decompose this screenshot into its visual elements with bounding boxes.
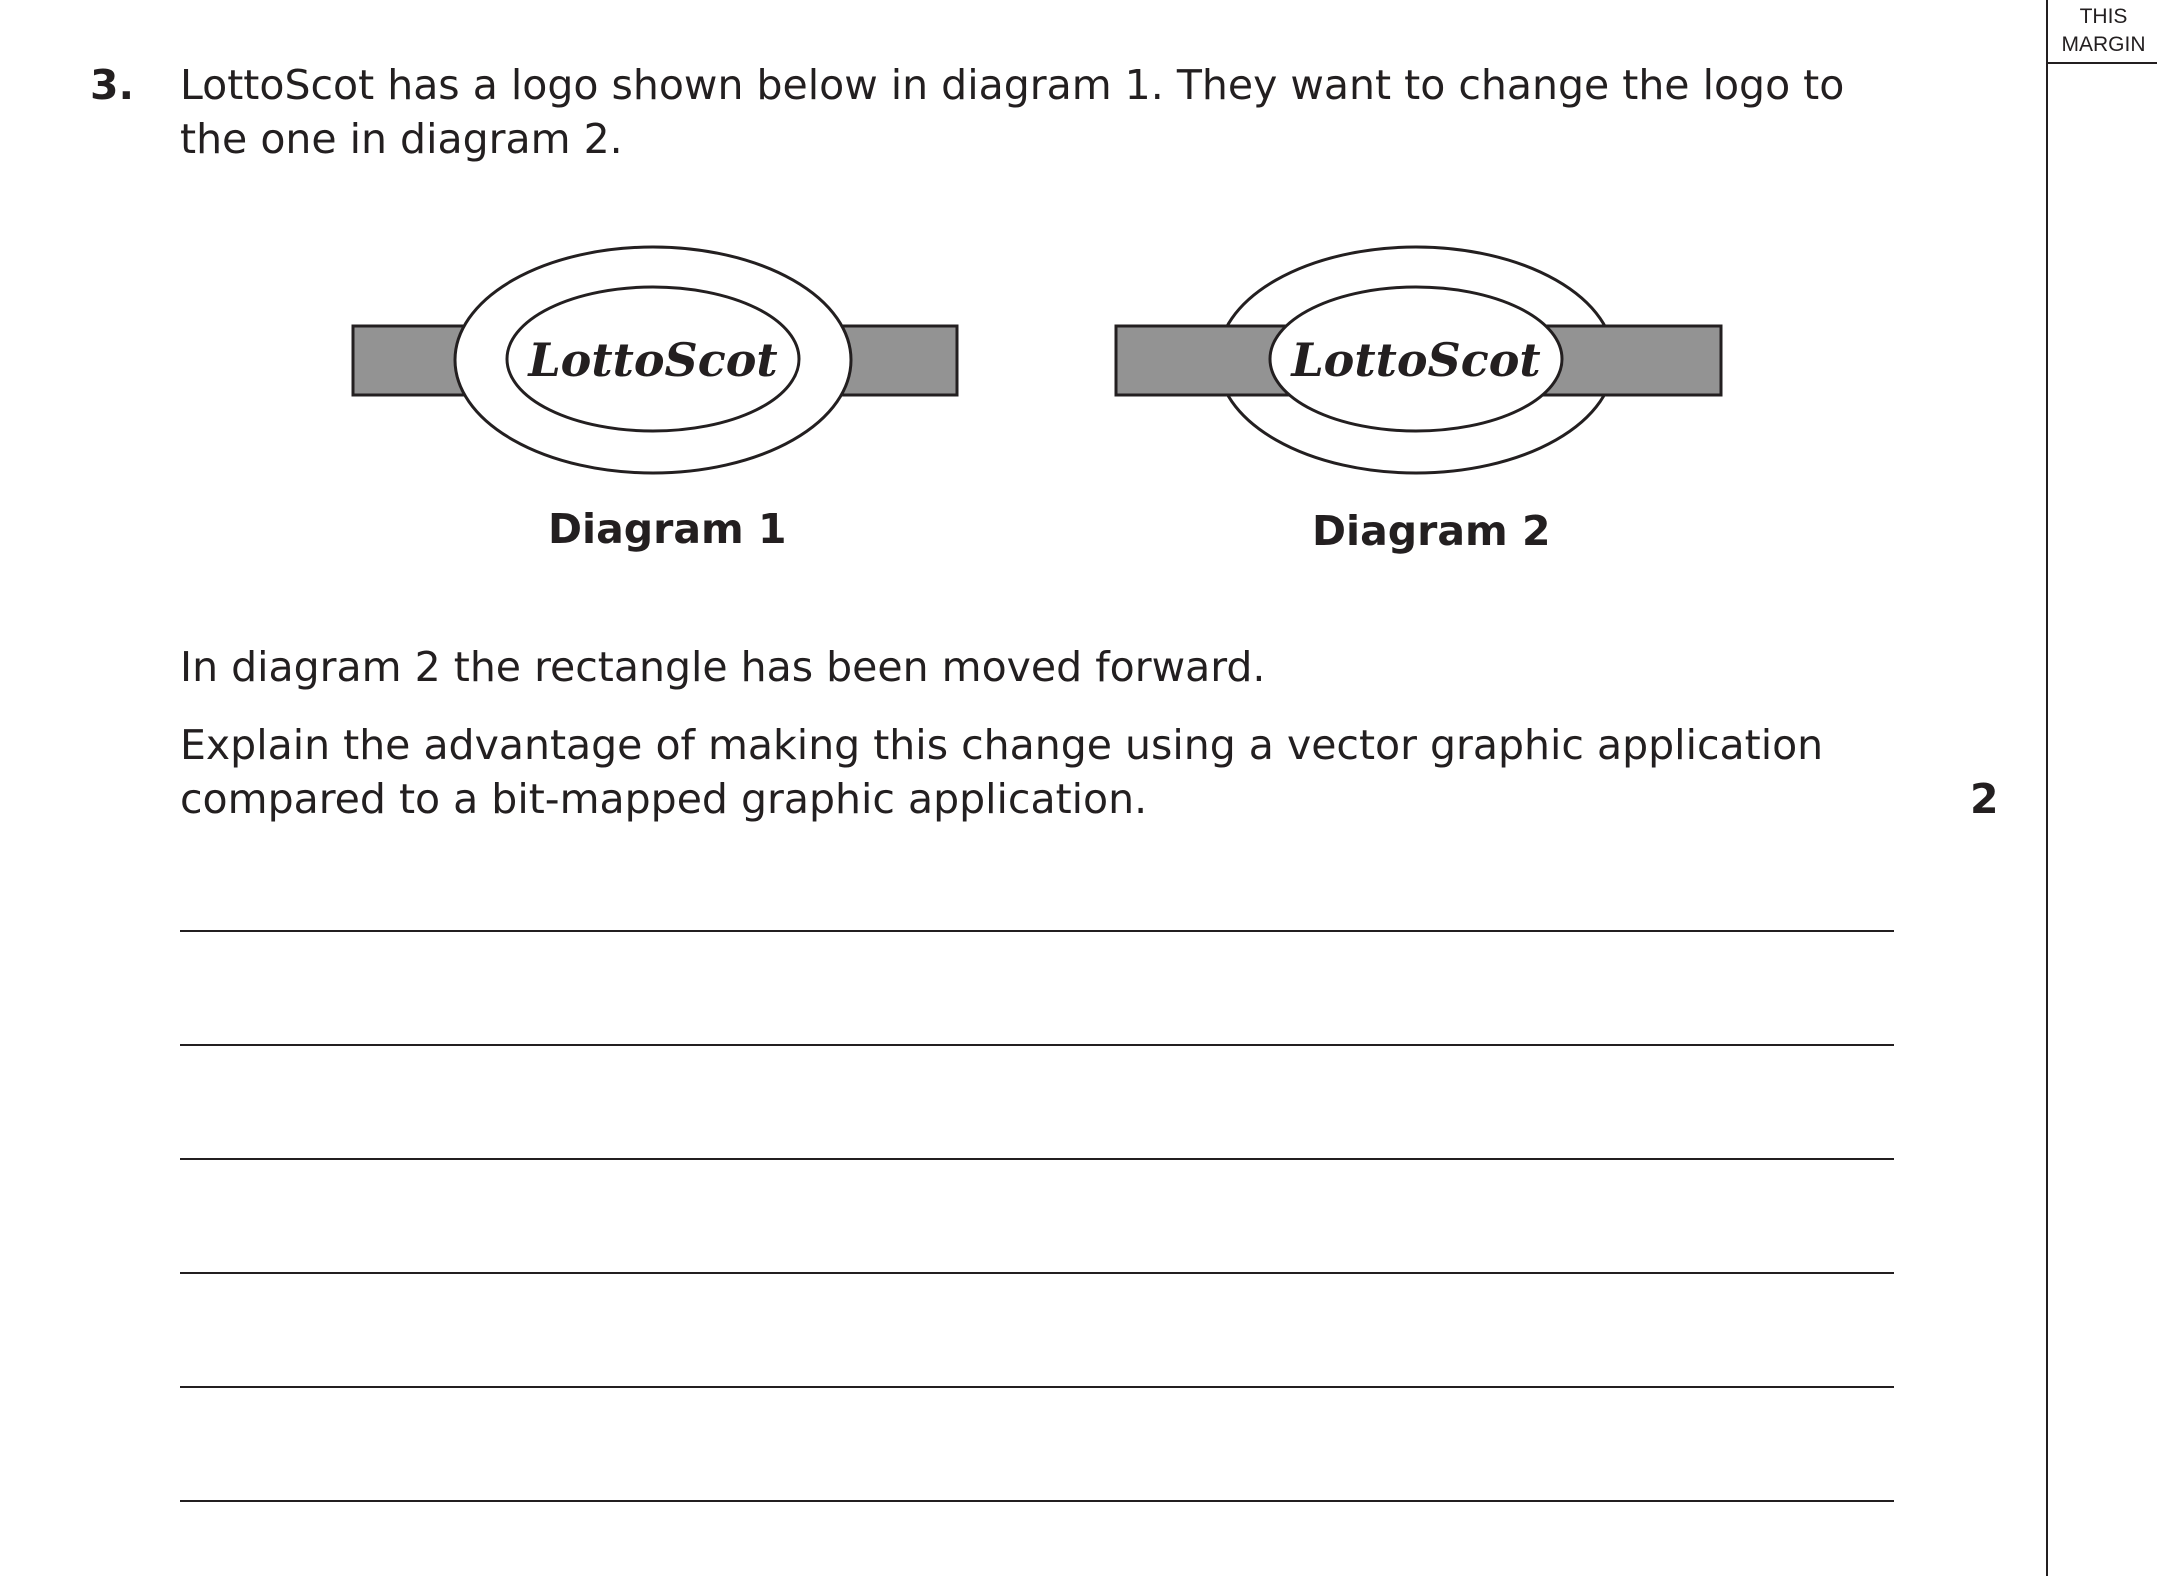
question-statement: In diagram 2 the rectangle has been moved forward. — [180, 643, 1266, 691]
marks-value: 2 — [1970, 775, 1999, 823]
answer-line[interactable] — [180, 1158, 1894, 1160]
answer-line[interactable] — [180, 1044, 1894, 1046]
logo-diagrams — [340, 238, 1760, 488]
diagram-1-logo — [353, 247, 957, 473]
answer-line[interactable] — [180, 930, 1894, 932]
answer-line[interactable] — [180, 1500, 1894, 1502]
margin-header-line2: MARGIN — [2061, 33, 2146, 56]
answer-line[interactable] — [180, 1386, 1894, 1388]
question-number: 3. — [90, 61, 135, 109]
diagram-2-caption: Diagram 2 — [1312, 507, 1551, 555]
diagram-2-logo-text: LottoScot — [1291, 333, 1541, 387]
diagram-1-caption: Diagram 1 — [548, 505, 787, 553]
margin-header-line1: THIS — [2079, 5, 2128, 28]
margin-column — [2046, 0, 2157, 1576]
question-prompt: Explain the advantage of making this change using a vector graphic application compared to a bit-mapped graphic application. — [180, 721, 1824, 823]
question-text: LottoScot has a logo shown below in diagram 1. They want to change the logo to the one in diagram 2. — [180, 61, 1845, 163]
answer-line[interactable] — [180, 1272, 1894, 1274]
margin-header — [2048, 0, 2157, 64]
diagram-1-logo-text: LottoScot — [528, 333, 778, 387]
diagram-2-logo — [1116, 247, 1721, 473]
